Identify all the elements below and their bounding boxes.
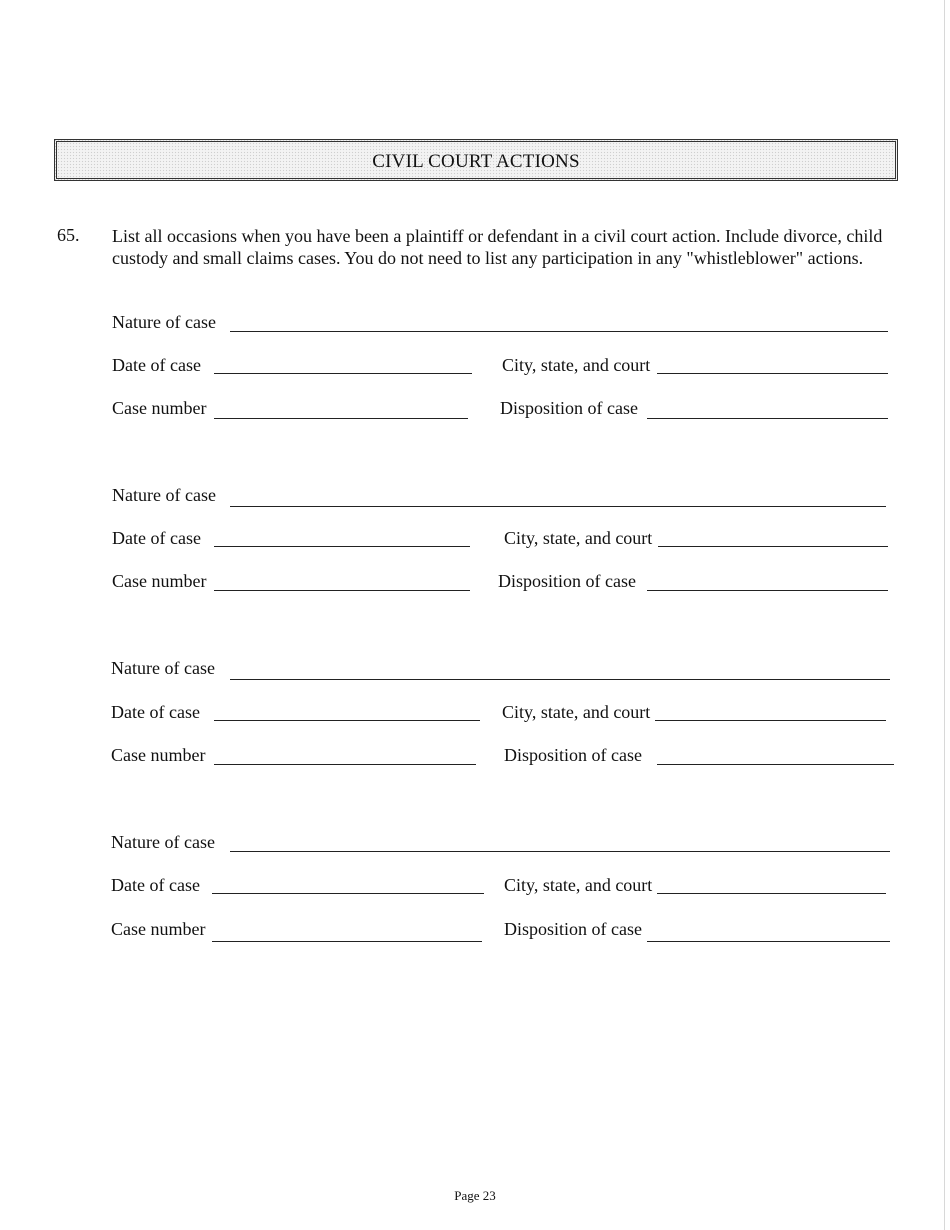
disposition-of-case-label: Disposition of case: [504, 919, 642, 939]
nature-of-case-label: Nature of case: [111, 658, 215, 678]
case-number-label: Case number: [111, 745, 206, 765]
date-of-case-field[interactable]: [214, 546, 470, 547]
date-of-case-field[interactable]: [214, 373, 472, 374]
date-of-case-field[interactable]: [214, 720, 480, 721]
case-number-label: Case number: [112, 571, 207, 591]
nature-of-case-label: Nature of case: [112, 485, 216, 505]
city-state-court-field[interactable]: [657, 373, 888, 374]
city-state-court-label: City, state, and court: [502, 702, 651, 722]
disposition-of-case-field[interactable]: [647, 418, 888, 419]
nature-of-case-field[interactable]: [230, 851, 890, 852]
disposition-of-case-label: Disposition of case: [500, 398, 638, 418]
city-state-court-field[interactable]: [658, 546, 888, 547]
nature-of-case-field[interactable]: [230, 679, 890, 680]
disposition-of-case-field[interactable]: [647, 590, 888, 591]
date-of-case-field[interactable]: [212, 893, 484, 894]
question-text: List all occasions when you have been a plaintiff or defendant in a civil court action. Include divorce, child custody and small claims cases. You do not need to list any participation in any "whistleblower" actions.: [112, 226, 883, 268]
nature-of-case-label: Nature of case: [111, 832, 215, 852]
case-number-field[interactable]: [214, 764, 476, 765]
city-state-court-field[interactable]: [657, 893, 886, 894]
section-header: [54, 139, 898, 181]
date-of-case-label: Date of case: [111, 875, 200, 895]
city-state-court-label: City, state, and court: [504, 875, 653, 895]
disposition-of-case-label: Disposition of case: [504, 745, 642, 765]
question-number: 65.: [57, 225, 80, 245]
disposition-of-case-label: Disposition of case: [498, 571, 636, 591]
city-state-court-label: City, state, and court: [502, 355, 651, 375]
section-title: CIVIL COURT ACTIONS: [372, 151, 580, 172]
page-number: Page 23: [454, 1188, 496, 1203]
date-of-case-label: Date of case: [111, 702, 200, 722]
disposition-of-case-field[interactable]: [657, 764, 894, 765]
nature-of-case-label: Nature of case: [112, 312, 216, 332]
city-state-court-field[interactable]: [655, 720, 886, 721]
case-number-label: Case number: [111, 919, 206, 939]
city-state-court-label: City, state, and court: [504, 528, 653, 548]
nature-of-case-field[interactable]: [230, 506, 886, 507]
case-number-field[interactable]: [214, 590, 470, 591]
nature-of-case-field[interactable]: [230, 331, 888, 332]
case-number-field[interactable]: [212, 941, 482, 942]
disposition-of-case-field[interactable]: [647, 941, 890, 942]
date-of-case-label: Date of case: [112, 528, 201, 548]
case-number-field[interactable]: [214, 418, 468, 419]
date-of-case-label: Date of case: [112, 355, 201, 375]
page-edge-line: [944, 0, 945, 1230]
case-number-label: Case number: [112, 398, 207, 418]
